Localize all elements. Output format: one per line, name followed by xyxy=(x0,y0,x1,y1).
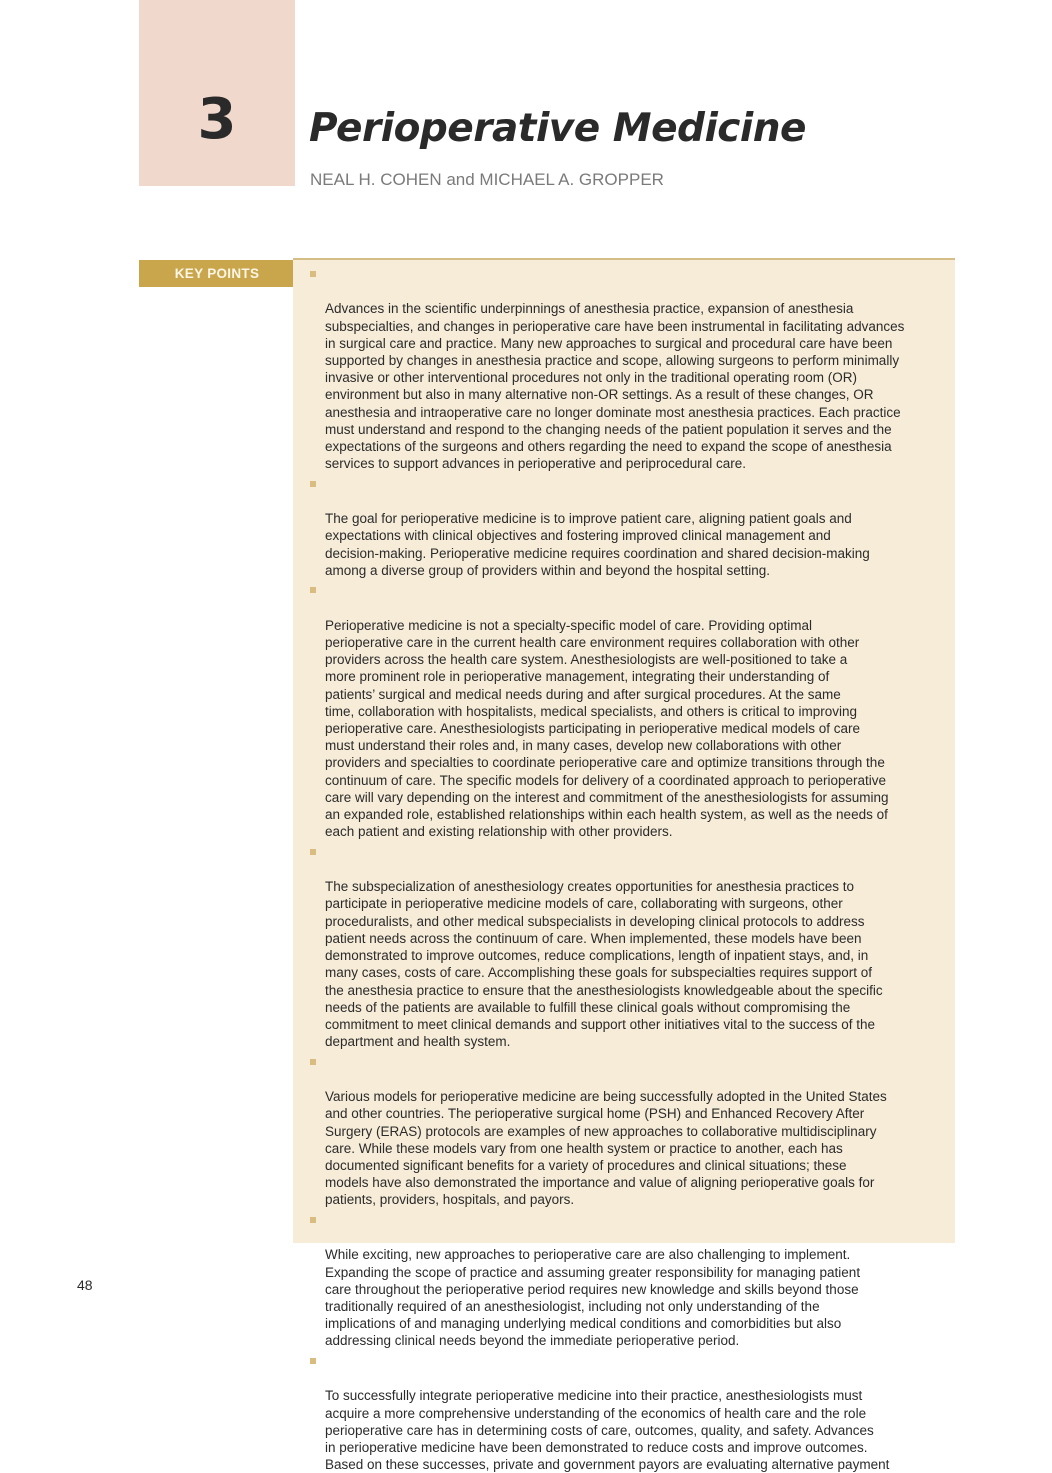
key-point-item xyxy=(309,1212,939,1350)
key-point-item xyxy=(309,844,939,1050)
square-bullet-icon xyxy=(310,1059,316,1065)
square-bullet-icon xyxy=(310,1358,316,1364)
key-point-text: Perioperative medicine is not a specialty-specific model of care. Providing optimal perioperative care in the current health care environment requires collaboration with other providers across the health care system. Anesthesiologists are well-positioned to take a more prominent role in perioperative management, integrating their understanding of patients’ surgical and medical needs during and after surgical procedures. At the same time, collaboration with hospitalists, medical specialists, and others is critical to improving perioperative care. Anesthesiologists participating in perioperative medical models of care must understand their roles and, in many cases, develop new collaborations with other providers and specialties to coordinate perioperative care and optimize transitions through the continuum of care. The specific models for delivery of a coordinated approach to perioperative care will vary depending on the interest and commitment of the anesthesiologists for assuming an expanded role, established relationships within each health system, as well as the needs of each patient and existing relationship with other providers. xyxy=(325,617,889,840)
key-points-list xyxy=(309,266,939,1473)
square-bullet-icon xyxy=(310,1217,316,1223)
key-point-text: The goal for perioperative medicine is to improve patient care, aligning patient goals and expectations with clinical objectives and fostering improved clinical management and decision-making. Perioperative medicine requires coordination and shared decision-making among a diverse group of providers within and beyond the hospital setting. xyxy=(325,511,870,578)
chapter-number-block xyxy=(139,0,295,186)
key-point-text: Various models for perioperative medicine are being successfully adopted in the United States and other countries. The perioperative surgical home (PSH) and Enhanced Recovery After Surgery (ERAS) protocols are examples of new approaches to collaborative multidisciplinary care. While these models vary from one health system or practice to another, each has documented significant benefits for a variety of procedures and clinical situations; these models have also demonstrated the importance and value of aligning perioperative goals for patients, providers, hospitals, and payors. xyxy=(325,1089,887,1208)
key-point-item xyxy=(309,582,939,840)
page-number: 48 xyxy=(77,1277,93,1293)
key-point-text: The subspecialization of anesthesiology creates opportunities for anesthesia practices to participate in perioperative medicine models of care, collaborating with surgeons, other proceduralists, and other medical subspecialists in developing clinical protocols to address patient needs across the continuum of care. When implemented, these models have been demonstrated to improve outcomes, reduce complications, length of inpatient stays, and, in many cases, costs of care. Accomplishing these goals for subspecialties requires support of the anesthesia practice to ensure that the anesthesiologists knowledgeable about the specific needs of the patients are available to fulfill these clinical goals without compromising the commitment to meet clinical demands and support other initiatives vital to the success of the department and health system. xyxy=(325,879,883,1050)
key-point-item xyxy=(309,1353,939,1473)
key-point-item xyxy=(309,266,939,472)
chapter-number: 3 xyxy=(197,87,237,152)
key-point-text: While exciting, new approaches to perioperative care are also challenging to implement. Expanding the scope of practice and assuming greater responsibility for managing patient care throughout the perioperative period requires new knowledge and skills beyond those traditionally required of an anesthesiologist, including not only understanding of the implications of and managing underlying medical conditions and comorbidities but also addressing clinical needs beyond the immediate perioperative period. xyxy=(325,1247,861,1349)
key-points-label: KEY POINTS xyxy=(139,260,295,287)
key-points-box xyxy=(293,258,955,1473)
key-point-text: To successfully integrate perioperative medicine into their practice, anesthesiologists must acquire a more comprehensive understanding of the economics of health care and the role perioperative care has in determining costs of care, outcomes, quality, and safety. Advances in perioperative medicine have been demonstrated to reduce costs and improve outcomes. Based on these successes, private and government payors are evaluating alternative payment xyxy=(325,1388,890,1473)
square-bullet-icon xyxy=(310,271,316,277)
chapter-title: Perioperative Medicine xyxy=(309,106,807,151)
key-point-item xyxy=(309,476,939,579)
square-bullet-icon xyxy=(310,849,316,855)
square-bullet-icon xyxy=(310,587,316,593)
key-point-text: Advances in the scientific underpinnings of anesthesia practice, expansion of anesthesia subspecialties, and changes in perioperative care have been instrumental in facilitating advances in surgical care and practice. Many new approaches to surgical and procedural care have been supported by changes in anesthesia practice and scope, allowing surgeons to perform minimally invasive or other interventional procedures not only in the traditional operating room (OR) environment but also in many alternative non-OR settings. As a result of these changes, OR anesthesia and intraoperative care no longer dominate most anesthesia practices. Each practice must understand and respond to the changing needs of the patient population it serves and the expectations of the surgeons and others regarding the need to expand the scope of anesthesia services to support advances in perioperative and periprocedural care. xyxy=(325,301,905,472)
key-point-item xyxy=(309,1054,939,1209)
square-bullet-icon xyxy=(310,481,316,487)
chapter-authors: NEAL H. COHEN and MICHAEL A. GROPPER xyxy=(310,170,664,189)
